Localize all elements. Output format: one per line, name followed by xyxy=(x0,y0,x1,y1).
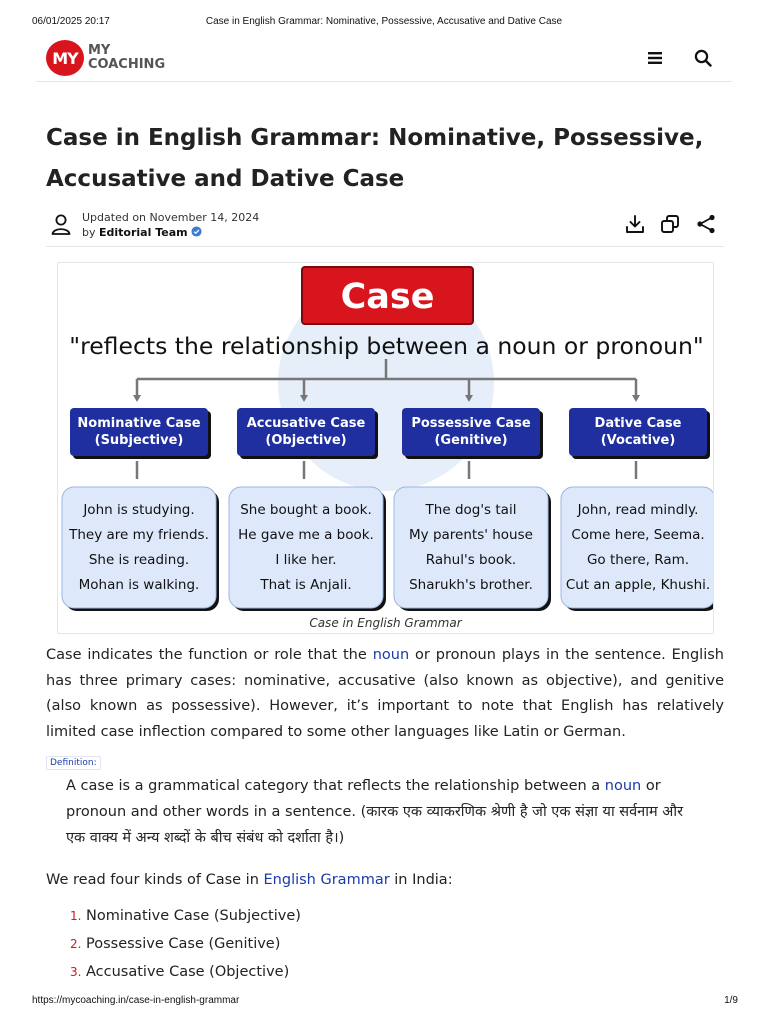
case-alt-name: (Objective) xyxy=(265,433,347,448)
case-infographic xyxy=(57,262,714,634)
copy-icon[interactable] xyxy=(659,213,683,237)
kinds-text-b: in India: xyxy=(389,872,453,888)
case-alt-name: (Genitive) xyxy=(434,433,508,448)
list-item xyxy=(70,930,301,958)
list-number: 3. xyxy=(70,965,82,979)
page-title: Case in English Grammar: Nominative, Possessive, Accusative and Dative Case xyxy=(46,125,704,192)
arrow-head xyxy=(632,395,640,402)
case-alt-name: (Subjective) xyxy=(94,433,184,448)
author-name[interactable]: Editorial Team xyxy=(99,226,188,239)
site-logo[interactable] xyxy=(46,40,165,76)
example-sentence: My parents' house xyxy=(409,527,533,543)
list-number: 2. xyxy=(70,937,82,951)
updated-date: Updated on November 14, 2024 xyxy=(82,211,260,224)
definition-text-a: A case is a grammatical category that reflects the relationship between a xyxy=(66,778,605,794)
english-grammar-link[interactable]: English Grammar xyxy=(263,872,390,888)
case-tagline: "reflects the relationship between a noun or pronoun" xyxy=(69,332,704,360)
example-sentence: That is Anjali. xyxy=(260,577,352,593)
definition-text-b: or pronoun and other words in a sentence. (कारक एक व्याकरणिक श्रेणी है जो एक संज्ञा या सर्वनाम और एक वाक्य में अन्य शब्दों के बीच संबंध को दर्शाता है।) xyxy=(66,778,684,846)
example-sentence: She bought a book. xyxy=(240,502,372,518)
download-icon[interactable] xyxy=(624,213,648,237)
print-footer xyxy=(32,995,738,1006)
example-sentence: Go there, Ram. xyxy=(586,552,690,568)
example-sentence: Sharukh's brother. xyxy=(409,577,533,593)
figure-caption: Case in English Grammar xyxy=(309,616,462,630)
list-item xyxy=(70,958,301,986)
example-sentence: They are my friends. xyxy=(69,527,209,543)
case-name: Accusative Case xyxy=(246,416,366,431)
intro-text-b: or pronoun plays in the sentence. English has three primary cases: nominative, accusative (also known as objective), and genitive (also known as possessive). However, it’s important to note that English has relatively limited case inflection compared to some other languages like Latin or German. xyxy=(46,647,724,740)
case-column xyxy=(62,379,219,611)
share-icon[interactable] xyxy=(695,213,719,237)
example-sentence: Come here, Seema. xyxy=(571,527,705,543)
example-sentence: I like her. xyxy=(275,552,337,568)
arrow-head xyxy=(133,395,141,402)
example-sentence: John, read mindly. xyxy=(577,502,699,518)
byline-prefix: by xyxy=(82,226,96,239)
definition-noun-link[interactable]: noun xyxy=(604,778,642,794)
case-kinds-list xyxy=(70,902,301,986)
case-column xyxy=(561,379,714,611)
logo-line-1: MY xyxy=(88,43,111,58)
print-datetime: 06/01/2025 20:17 xyxy=(32,16,110,27)
case-column xyxy=(394,379,551,611)
verified-badge-icon xyxy=(191,226,202,239)
example-sentence: John is studying. xyxy=(83,502,195,518)
byline xyxy=(82,226,202,239)
kinds-text-a: We read four kinds of Case in xyxy=(46,872,264,888)
logo-text xyxy=(88,44,165,72)
example-sentence: She is reading. xyxy=(88,552,190,568)
list-item-label: Accusative Case (Objective) xyxy=(86,964,290,980)
case-name: Possessive Case xyxy=(411,416,531,431)
logo-mark: MY xyxy=(46,40,84,76)
article-meta xyxy=(46,207,724,247)
list-item-label: Nominative Case (Subjective) xyxy=(86,908,301,924)
list-item xyxy=(70,902,301,930)
example-sentence: Mohan is walking. xyxy=(78,577,200,593)
print-page-title: Case in English Grammar: Nominative, Possessive, Accusative and Dative Case xyxy=(205,16,563,27)
tree-connectors xyxy=(137,359,636,379)
example-sentence: He gave me a book. xyxy=(238,527,374,543)
user-icon xyxy=(50,213,72,239)
list-number: 1. xyxy=(70,909,82,923)
case-column xyxy=(229,379,386,611)
definition-label: Definition: xyxy=(46,756,101,770)
search-icon[interactable] xyxy=(691,46,715,70)
print-header xyxy=(32,16,736,30)
example-sentence: The dog's tail xyxy=(425,502,517,518)
intro-paragraph xyxy=(46,643,724,745)
case-name: Nominative Case xyxy=(77,416,201,431)
case-heading: Case xyxy=(340,277,435,317)
definition-text xyxy=(66,773,706,851)
print-url: https://mycoaching.in/case-in-english-grammar xyxy=(32,995,240,1006)
example-sentence: Rahul's book. xyxy=(425,552,517,568)
intro-text-a: Case indicates the function or role that the xyxy=(46,647,373,663)
site-header xyxy=(36,38,732,82)
noun-link[interactable]: noun xyxy=(372,647,410,663)
logo-line-2: COACHING xyxy=(88,57,166,72)
list-item-label: Possessive Case (Genitive) xyxy=(86,936,281,952)
print-page-number: 1/9 xyxy=(724,995,738,1006)
case-diagram xyxy=(58,263,714,634)
case-name: Dative Case xyxy=(594,416,682,431)
example-sentence: Cut an apple, Khushi. xyxy=(565,577,711,593)
case-alt-name: (Vocative) xyxy=(600,433,676,448)
kinds-intro xyxy=(46,868,724,894)
menu-icon[interactable] xyxy=(643,46,667,70)
